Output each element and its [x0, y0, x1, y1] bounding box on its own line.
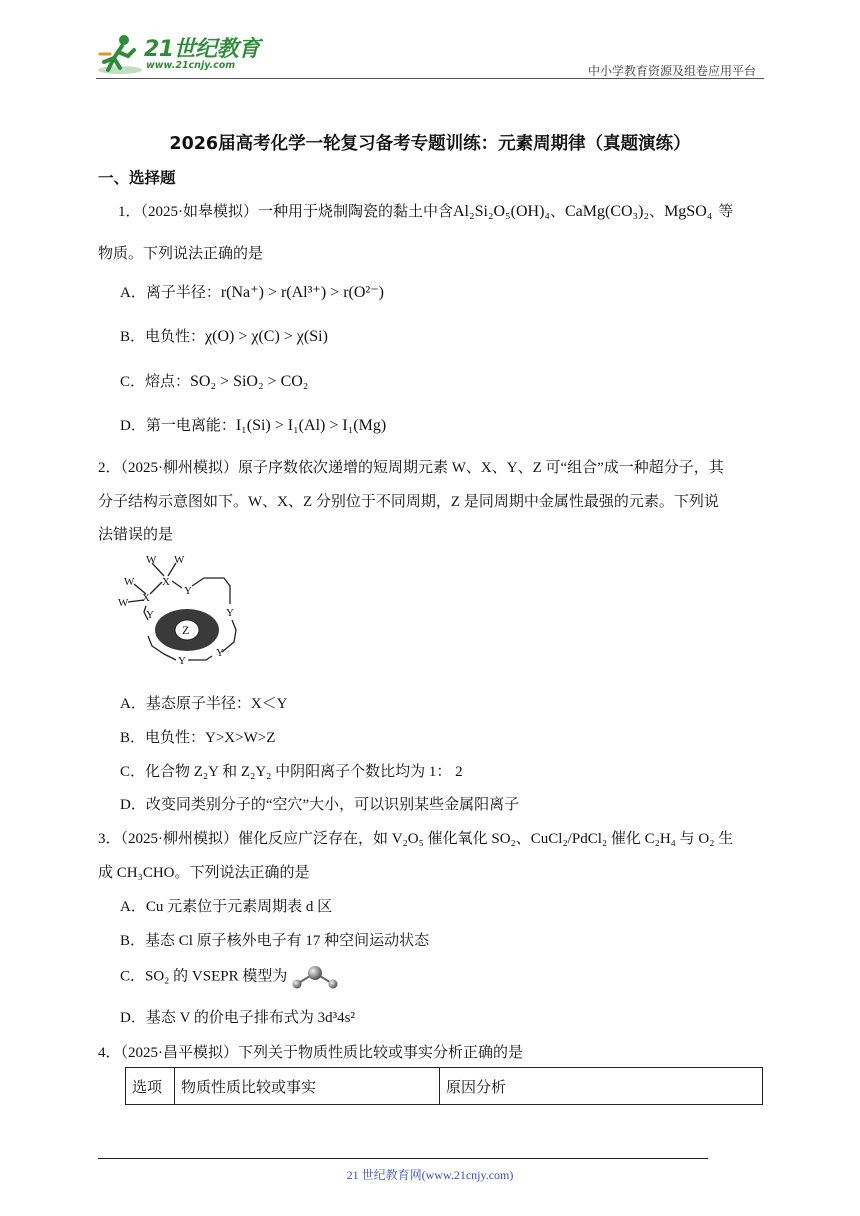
diagram-label-w4: W — [118, 597, 129, 609]
q1-option-b-formula: χ(O) > χ(C) > χ(Si) — [205, 328, 328, 345]
table-header-cell: 物质性质比较或事实 — [175, 1068, 440, 1105]
diagram-label-y4: Y — [216, 647, 224, 659]
q2-stem-line2: 分子结构示意图如下。W、X、Z 分别位于不同周期，Z 是同周期中金属性最强的元素。下列说 — [98, 494, 719, 510]
q3-stem-line1: 3．（2025·柳州模拟）催化反应广泛存在，如 V₂O₅ 催化氧化 SO₂、CuCl₂/PdCl₂ 催化 C₂H₄ 与 O₂ 生 — [98, 831, 734, 847]
diagram-label-w1: W — [146, 554, 157, 566]
q1-option-c-label: C．熔点： — [120, 374, 191, 390]
diagram-label-w2: W — [174, 554, 185, 566]
q3-option-c-text: C．SO₂ 的 VSEPR 模型为 — [120, 968, 288, 985]
q3-option-d[interactable]: D．基态 V 的价电子排布式为 3d³4s² — [120, 1010, 355, 1026]
q1-formula-2: CaMg(CO₃)₂ — [565, 203, 650, 220]
q3-option-c[interactable] — [120, 964, 341, 990]
diagram-label-x1: X — [162, 576, 170, 588]
q1-option-b[interactable] — [120, 325, 328, 346]
runner-logo-icon — [96, 32, 144, 76]
q3-stem-line2: 成 CH₃CHO。下列说法正确的是 — [98, 865, 310, 881]
footer-divider — [98, 1158, 708, 1159]
q2-stem-line3: 法错误的是 — [98, 527, 174, 543]
diagram-label-w3: W — [124, 576, 135, 588]
footer-link[interactable]: 21 世纪教育网(www.21cnjy.com) — [346, 1168, 514, 1182]
q1-sep-1: 、 — [549, 204, 565, 220]
q1-option-a-formula: r(Na⁺) > r(Al³⁺) > r(O²⁻) — [220, 284, 384, 301]
logo-sub-text: www.21cnjy.com — [146, 60, 236, 71]
q2-option-d[interactable]: D．改变同类别分子的“空穴”大小，可以识别某些金属阳离子 — [120, 797, 520, 813]
q1-sep-2: 、 — [649, 204, 665, 220]
diagram-label-z: Z — [182, 623, 190, 637]
page-header — [96, 30, 764, 82]
q1-option-b-label: B．电负性： — [120, 329, 206, 345]
q1-option-a-label: A．离子半径： — [120, 285, 221, 301]
q1-formula-3: MgSO₄ — [664, 203, 713, 220]
table-header-cell: 选项 — [126, 1068, 175, 1105]
q1-stem-text: 1．（2025·如皋模拟）一种用于烧制陶瓷的黏土中含 — [118, 204, 453, 220]
logo-main-text: 21世纪教育 — [144, 37, 260, 62]
q1-option-c[interactable] — [120, 370, 308, 391]
q2-option-a[interactable]: A．基态原子半径：X＜Y — [120, 696, 288, 712]
q1-stem-end: 等 — [718, 204, 734, 220]
q2-option-c[interactable]: C．化合物 Z₂Y 和 Z₂Y₂ 中阴阳离子个数比均为 1： 2 — [120, 764, 463, 780]
diagram-label-y1: Y — [184, 585, 192, 597]
document-title: 2026届高考化学一轮复习备考专题训练：元素周期律（真题演练） — [169, 134, 691, 154]
q2-stem-line1: 2．（2025·柳州模拟）原子序数依次递增的短周期元素 W、X、Y、Z 可“组合”成一种超分子，其 — [98, 460, 724, 476]
q1-formula-1: Al₂Si₂O₅(OH)₄ — [453, 203, 550, 220]
diagram-label-y5: Y — [178, 655, 186, 667]
header-divider — [96, 78, 764, 79]
diagram-label-y3: Y — [226, 607, 234, 619]
q1-stem-line2: 物质。下列说法正确的是 — [98, 246, 264, 262]
q1-stem-line1 — [118, 200, 733, 221]
so2-vsepr-model-image — [289, 964, 341, 990]
q3-option-a[interactable]: A．Cu 元素位于元素周期表 d 区 — [120, 899, 333, 915]
q4-table — [125, 1067, 763, 1105]
q1-option-c-formula: SO₂ > SiO₂ > CO₂ — [190, 373, 309, 390]
q3-option-b[interactable]: B．基态 Cl 原子核外电子有 17 种空间运动状态 — [120, 933, 430, 949]
q1-option-d[interactable] — [120, 414, 386, 435]
q1-option-d-label: D．第一电离能： — [120, 418, 236, 434]
supramolecule-diagram — [112, 548, 262, 680]
q4-stem: 4．（2025·昌平模拟）下列关于物质性质比较或事实分析正确的是 — [98, 1045, 523, 1061]
platform-name: 中小学教育资源及组卷应用平台 — [587, 64, 756, 78]
site-logo[interactable] — [96, 32, 266, 76]
q1-option-a[interactable] — [120, 281, 384, 302]
diagram-label-y2: Y — [146, 609, 154, 621]
q1-option-d-formula: I₁(Si) > I₁(Al) > I₁(Mg) — [235, 417, 387, 434]
table-header-cell: 原因分析 — [440, 1068, 763, 1105]
table-header-row — [126, 1068, 763, 1105]
section-heading: 一、选择题 — [98, 169, 176, 187]
diagram-label-x2: X — [142, 592, 150, 604]
q2-option-b[interactable]: B．电负性：Y>X>W>Z — [120, 730, 276, 746]
